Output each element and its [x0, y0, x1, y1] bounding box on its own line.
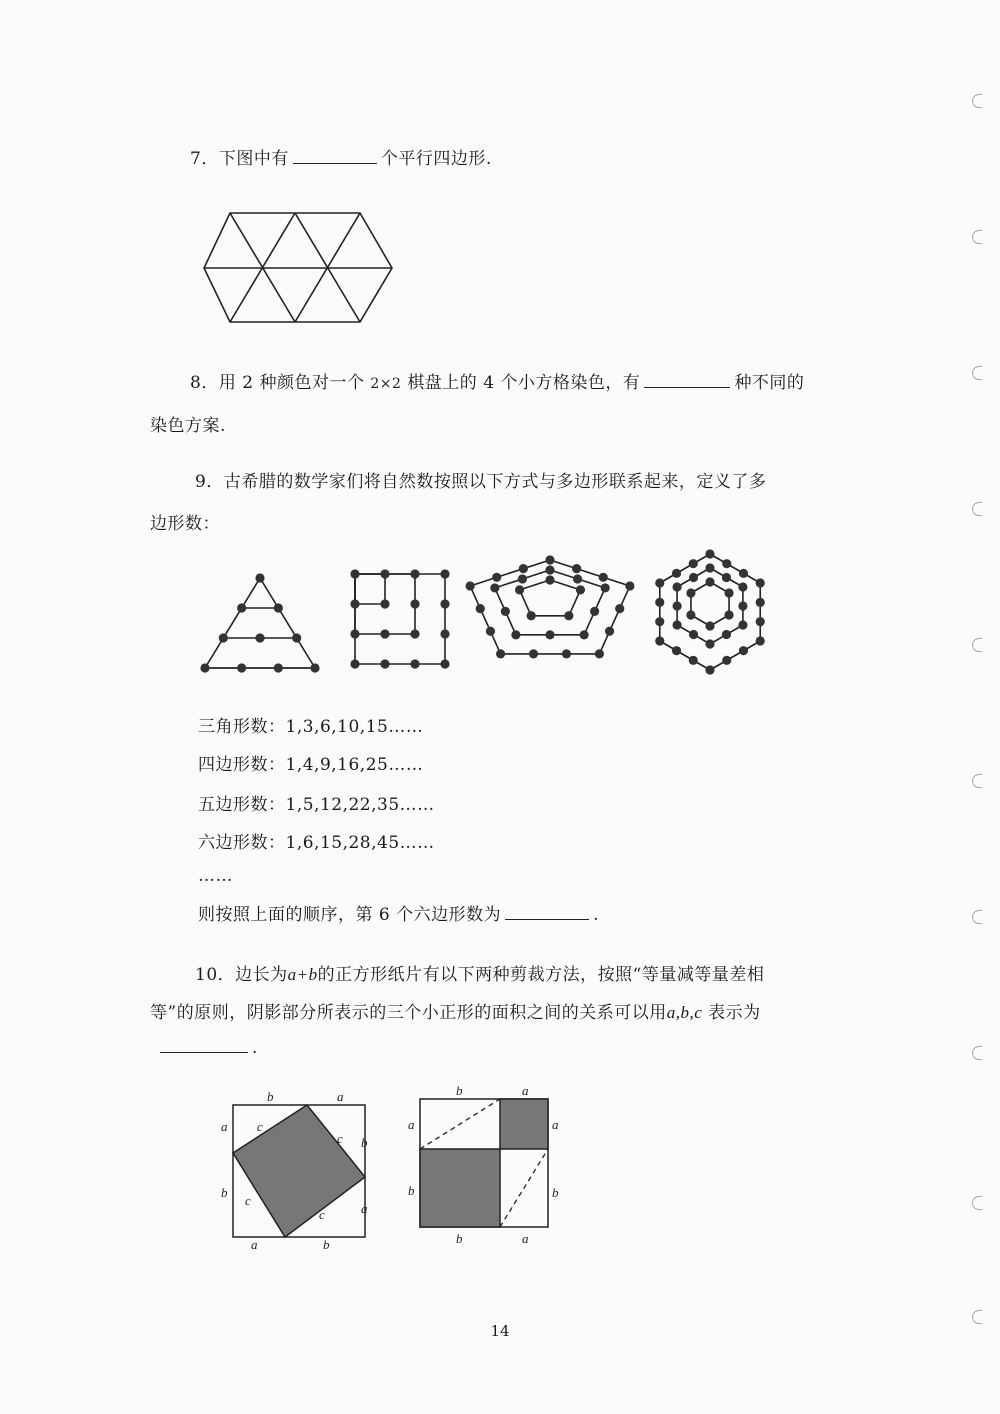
label-a: a: [522, 1231, 529, 1246]
dot: [705, 639, 714, 648]
triangular-numbers-row: 三角形数：1,3,6,10,15……: [198, 717, 424, 737]
dot: [380, 569, 389, 578]
dot: [672, 601, 681, 610]
dot: [529, 649, 538, 658]
q8-text-line2: 染色方案.: [150, 416, 226, 436]
q10-answer-line: .: [160, 1036, 258, 1058]
dot: [496, 649, 505, 658]
dot: [440, 629, 449, 638]
dot: [756, 598, 765, 607]
dot: [410, 599, 419, 608]
q9-text-line1: 9．古希腊的数学家们将自然数按照以下方式与多边形联系起来，定义了多: [195, 472, 767, 492]
dot: [722, 656, 731, 665]
dot: [738, 620, 747, 629]
dot: [310, 663, 319, 672]
dot: [705, 563, 714, 572]
binder-hole: [972, 94, 982, 108]
label-a: a: [522, 1083, 529, 1098]
dot: [515, 585, 524, 594]
dot: [655, 617, 664, 626]
label-b: b: [552, 1185, 559, 1200]
dot: [686, 588, 695, 597]
dot: [705, 549, 714, 558]
hexagon-triangle-figure: [200, 210, 400, 325]
label-c: c: [245, 1193, 251, 1208]
label-a: a: [408, 1117, 415, 1132]
dot: [219, 633, 228, 642]
dot: [492, 573, 501, 582]
dot: [486, 627, 495, 636]
dot: [350, 569, 359, 578]
dot: [545, 565, 554, 574]
dot: [545, 575, 554, 584]
binder-hole: [972, 366, 982, 380]
q7-text: 7．下图中有 个平行四边形.: [190, 149, 492, 169]
dot: [738, 601, 747, 610]
q9-question: 则按照上面的顺序，第 6 个六边形数为 .: [198, 905, 600, 925]
dot: [545, 555, 554, 564]
q9-answer-blank[interactable]: [505, 903, 589, 920]
label-b: b: [323, 1237, 330, 1252]
dot: [255, 633, 264, 642]
dot: [274, 603, 283, 612]
dot: [527, 611, 536, 620]
dot: [724, 588, 733, 597]
polygonal-numbers-figure: [195, 560, 785, 690]
dot: [756, 578, 765, 587]
dot: [410, 629, 419, 638]
dot: [545, 630, 554, 639]
dot: [410, 569, 419, 578]
dot: [580, 630, 589, 639]
label-b: b: [456, 1231, 463, 1246]
q10-text-line1: 10．边长为a+b的正方形纸片有以下两种剪裁方法，按照“等量减等量差相: [195, 965, 765, 985]
dot: [705, 621, 714, 630]
dot: [605, 627, 614, 636]
dot: [255, 573, 264, 582]
dot: [511, 630, 520, 639]
dot: [615, 604, 624, 613]
dot: [625, 581, 634, 590]
label-a: a: [552, 1117, 559, 1132]
binder-hole: [972, 502, 982, 516]
q10-answer-blank[interactable]: [160, 1036, 248, 1053]
dot: [595, 649, 604, 658]
dot: [572, 564, 581, 573]
dot: [350, 659, 359, 668]
label-c: c: [319, 1207, 325, 1222]
dot: [689, 573, 698, 582]
pentagonal-numbers-row: 五边形数：1,5,12,22,35……: [198, 795, 435, 815]
label-b: b: [361, 1135, 368, 1150]
q9-ellipsis: ……: [198, 866, 233, 886]
cut-figure-1: [215, 1085, 385, 1255]
q8-answer-blank[interactable]: [644, 371, 730, 388]
dot: [380, 659, 389, 668]
dot: [705, 665, 714, 674]
dot: [490, 583, 499, 592]
binder-hole: [972, 1196, 982, 1210]
label-a: a: [361, 1201, 368, 1216]
label-c: c: [337, 1131, 343, 1146]
binder-hole: [972, 1310, 982, 1324]
dot: [672, 582, 681, 591]
dot: [562, 649, 571, 658]
dot: [756, 617, 765, 626]
dot: [739, 646, 748, 655]
dot: [724, 610, 733, 619]
page-number: 14: [490, 1322, 510, 1340]
cut-figure-2: [400, 1085, 570, 1255]
dot: [599, 573, 608, 582]
dot: [722, 573, 731, 582]
label-a: a: [337, 1089, 344, 1104]
label-c: c: [257, 1119, 263, 1134]
dot: [237, 663, 246, 672]
dot: [440, 569, 449, 578]
binder-hole: [972, 910, 982, 924]
dot: [350, 599, 359, 608]
dot: [722, 559, 731, 568]
label-b: b: [267, 1089, 274, 1104]
dot: [655, 598, 664, 607]
dot: [739, 569, 748, 578]
dot: [518, 574, 527, 583]
dot: [501, 607, 510, 616]
dot: [564, 611, 573, 620]
dot: [672, 620, 681, 629]
dot: [590, 607, 599, 616]
dot: [380, 629, 389, 638]
label-a: a: [251, 1237, 258, 1252]
dot: [705, 577, 714, 586]
dot: [237, 603, 246, 612]
binder-hole: [972, 230, 982, 244]
dot: [573, 574, 582, 583]
dot: [689, 656, 698, 665]
dot: [601, 583, 610, 592]
dot: [576, 585, 585, 594]
hexagonal-numbers-row: 六边形数：1,6,15,28,45……: [198, 833, 435, 853]
q10-text-line2: 等”的原则，阴影部分所表示的三个小正形的面积之间的关系可以用a,b,c 表示为: [150, 1003, 761, 1023]
label-b: b: [408, 1183, 415, 1198]
dot: [200, 663, 209, 672]
dot: [655, 636, 664, 645]
dot: [689, 630, 698, 639]
label-a: a: [221, 1119, 228, 1134]
dot: [440, 659, 449, 668]
dot: [410, 659, 419, 668]
dot: [689, 559, 698, 568]
q9-text-line2: 边形数：: [150, 514, 220, 534]
square-numbers-row: 四边形数：1,4,9,16,25……: [198, 755, 424, 775]
q7-answer-blank[interactable]: [293, 147, 377, 164]
q8-text-line1: 8．用 2 种颜色对一个 2×2 棋盘上的 4 个小方格染色，有 种不同的: [190, 373, 805, 393]
binder-hole: [972, 774, 982, 788]
binder-hole: [972, 638, 982, 652]
dot: [466, 581, 475, 590]
dot: [380, 599, 389, 608]
dot: [686, 610, 695, 619]
binder-hole: [972, 1046, 982, 1060]
dot: [672, 569, 681, 578]
dot: [519, 564, 528, 573]
label-b: b: [221, 1185, 228, 1200]
dot: [292, 633, 301, 642]
label-b: b: [456, 1083, 463, 1098]
dot: [738, 582, 747, 591]
dot: [722, 630, 731, 639]
dot: [672, 646, 681, 655]
dot: [655, 578, 664, 587]
dot: [756, 636, 765, 645]
dot: [350, 629, 359, 638]
dot: [476, 604, 485, 613]
dot: [274, 663, 283, 672]
dot: [440, 599, 449, 608]
